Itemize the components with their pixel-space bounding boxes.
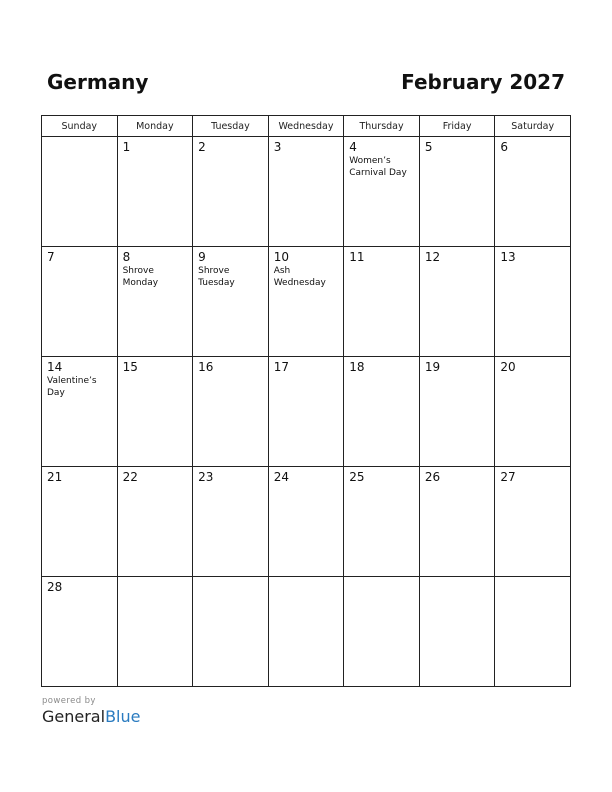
day-cell xyxy=(117,577,193,687)
day-cell xyxy=(193,357,269,467)
calendar-header xyxy=(41,70,570,100)
day-cell xyxy=(117,247,193,357)
day-cell xyxy=(495,357,571,467)
holiday-label: Ash Wednesday xyxy=(273,266,326,288)
day-cell xyxy=(344,247,420,357)
day-cell xyxy=(344,577,420,687)
day-number: 23 xyxy=(198,470,214,484)
day-cell xyxy=(268,137,344,247)
day-cell xyxy=(117,357,193,467)
day-cell xyxy=(268,577,344,687)
day-number: 10 xyxy=(273,250,289,264)
day-cell xyxy=(495,467,571,577)
day-cell xyxy=(193,467,269,577)
day-cell xyxy=(193,247,269,357)
day-number: 6 xyxy=(500,140,509,154)
day-cell xyxy=(268,357,344,467)
day-cell xyxy=(193,577,269,687)
day-number: 8 xyxy=(122,250,131,264)
day-number: 19 xyxy=(424,360,441,374)
day-cell xyxy=(419,467,495,577)
powered-by-text: powered by xyxy=(42,696,96,706)
week-row xyxy=(42,137,571,247)
day-number: 16 xyxy=(198,360,214,374)
day-number: 15 xyxy=(122,360,138,374)
brand-blue: Blue xyxy=(105,707,141,726)
day-cell xyxy=(117,137,193,247)
day-number: 5 xyxy=(424,140,433,154)
day-cell xyxy=(42,467,118,577)
day-cell xyxy=(42,577,118,687)
holiday-label: Valentine’s Day xyxy=(47,376,97,398)
generalblue-logo[interactable] xyxy=(42,707,140,726)
day-number: 24 xyxy=(273,470,289,484)
week-row xyxy=(42,357,571,467)
day-cell xyxy=(344,137,420,247)
weekday-thursday: Thursday xyxy=(344,116,420,137)
day-number: 26 xyxy=(424,470,441,484)
day-cell xyxy=(268,247,344,357)
weekday-sunday: Sunday xyxy=(42,116,118,137)
calendar-grid xyxy=(41,115,571,687)
holiday-label: Shrove Tuesday xyxy=(198,266,235,288)
day-cell xyxy=(495,577,571,687)
weekday-wednesday: Wednesday xyxy=(268,116,344,137)
weekday-tuesday: Tuesday xyxy=(193,116,269,137)
week-row xyxy=(42,467,571,577)
day-number: 9 xyxy=(198,250,206,264)
day-number: 2 xyxy=(198,140,206,154)
day-cell xyxy=(117,467,193,577)
day-number: 28 xyxy=(47,580,63,594)
day-number: 25 xyxy=(349,470,365,484)
month-title: February 2027 xyxy=(401,70,565,94)
weekday-header-row xyxy=(42,116,571,137)
day-number: 11 xyxy=(349,250,365,264)
day-cell xyxy=(495,137,571,247)
weekday-saturday: Saturday xyxy=(495,116,571,137)
day-cell xyxy=(419,247,495,357)
day-cell xyxy=(344,357,420,467)
day-number: 27 xyxy=(500,470,516,484)
day-number: 14 xyxy=(47,360,63,374)
day-cell xyxy=(495,247,571,357)
week-row xyxy=(42,247,571,357)
day-number: 17 xyxy=(273,360,289,374)
day-cell xyxy=(419,137,495,247)
day-cell xyxy=(193,137,269,247)
day-number: 3 xyxy=(273,140,282,154)
day-cell xyxy=(344,467,420,577)
weekday-friday: Friday xyxy=(419,116,495,137)
day-number: 7 xyxy=(47,250,55,264)
brand-general: General xyxy=(42,707,106,726)
day-cell xyxy=(42,247,118,357)
day-cell xyxy=(419,577,495,687)
day-number: 12 xyxy=(424,250,441,264)
day-number: 18 xyxy=(349,360,365,374)
calendar-body xyxy=(42,137,571,687)
holiday-label: Women’s Carnival Day xyxy=(349,156,407,178)
day-cell xyxy=(419,357,495,467)
day-number: 13 xyxy=(500,250,516,264)
day-cell xyxy=(42,357,118,467)
day-cell xyxy=(42,137,118,247)
day-number: 4 xyxy=(349,140,357,154)
country-title: Germany xyxy=(47,70,149,94)
day-number: 21 xyxy=(47,470,63,484)
footer xyxy=(42,696,140,726)
day-cell xyxy=(268,467,344,577)
day-number: 1 xyxy=(122,140,131,154)
weekday-monday: Monday xyxy=(117,116,193,137)
day-number: 22 xyxy=(122,470,138,484)
week-row xyxy=(42,577,571,687)
day-number: 20 xyxy=(500,360,516,374)
holiday-label: Shrove Monday xyxy=(122,266,159,288)
